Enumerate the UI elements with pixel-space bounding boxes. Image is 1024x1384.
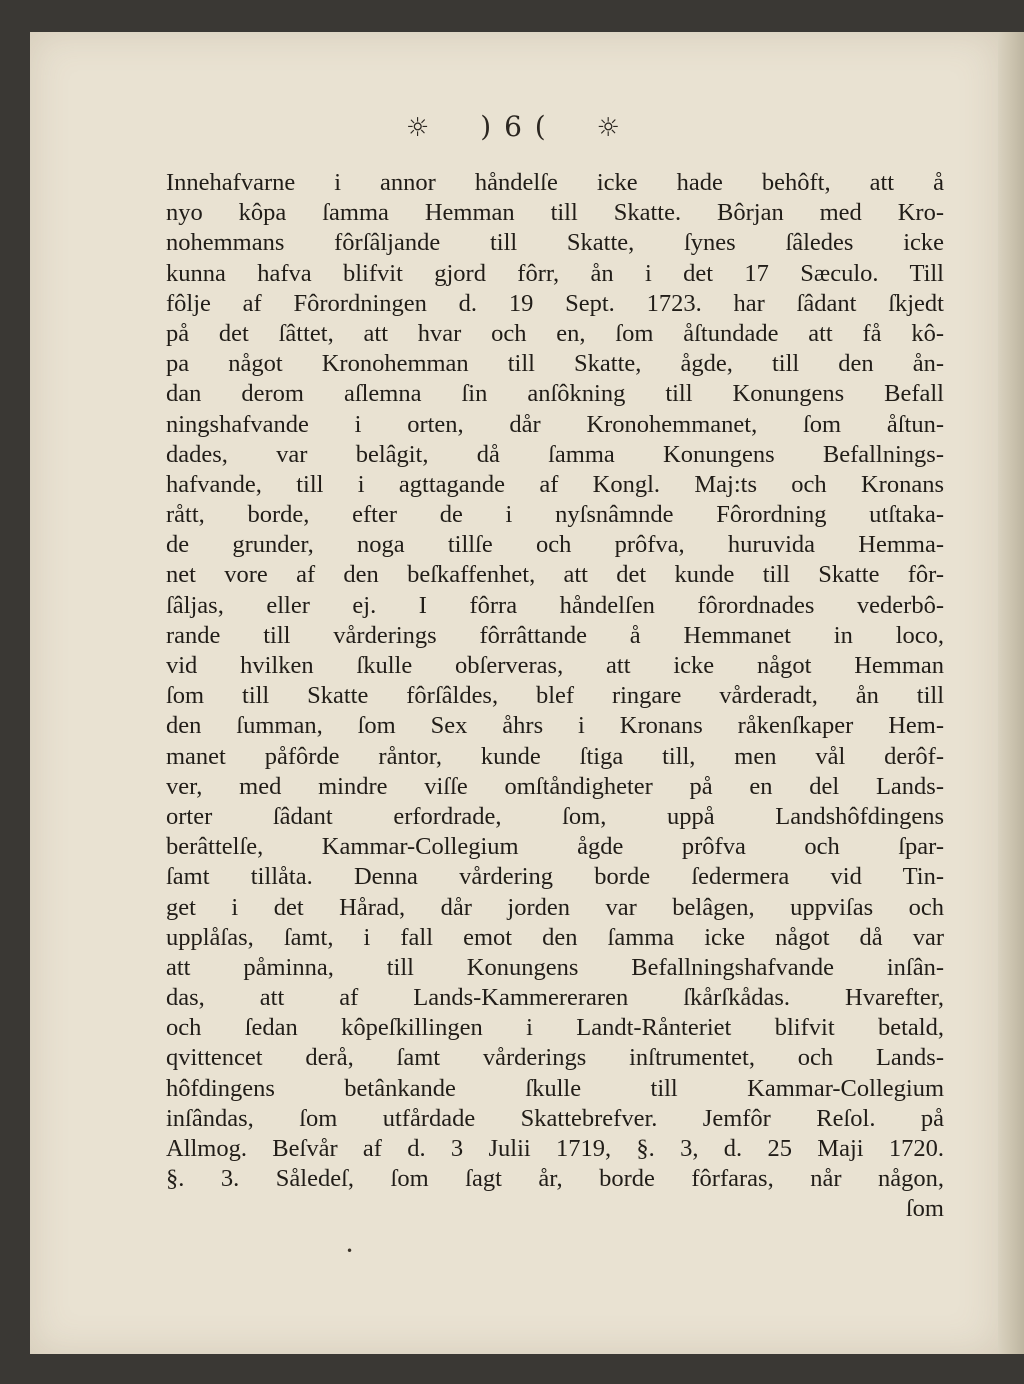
text-line: orter ſâdant erfordrade, ſom, uppå Landshôfdingens [166,802,944,830]
text-line: qvittencet derå, ſamt vårderings inſtrumentet, och Lands- [166,1044,944,1072]
text-line: på det ſâttet, att hvar och en, ſom åſtundade att få kô- [166,319,944,347]
left-ornament-icon: ☼ [406,113,432,143]
text-line: fôlje af Fôrordningen d. 19 Sept. 1723. har ſâdant ſkjedt [166,289,944,317]
text-line: Innehafvarne i annor håndelſe icke hade behôft, att å [166,169,944,196]
right-ornament-icon: ☼ [596,113,622,143]
text-line: upplåſas, ſamt, i fall emot den ſamma icke något då var [166,923,944,951]
ink-speck: • [346,1244,354,1258]
text-line: get i det Hårad, dår jorden var belâgen, uppviſas och [166,893,944,921]
catchword: ſom [905,1195,944,1223]
text-line: rande till vårderings fôrrâttande å Hemmanet in loco, [166,621,944,649]
text-line: manet påfôrde råntor, kunde ſtiga till, men vål derôf- [166,742,944,770]
page-header [30,110,998,143]
text-line: hafvande, till i agttagande af Kongl. Maj:ts och Kronans [166,470,944,498]
text-line: inſândas, ſom utfårdade Skattebrefver. Jemfôr Reſol. på [166,1104,944,1132]
text-line: §. 3. Såledeſ, ſom ſagt år, borde fôrfaras, når någon, [166,1165,944,1193]
page-folio: ) 6 ( [480,110,548,143]
text-line: den ſumman, ſom Sex åhrs i Kronans råkenſkaper Hem- [166,712,944,740]
text-line: de grunder, noga tillſe och prôfva, huruvida Hemma- [166,531,944,559]
text-line: ſâljas, eller ej. I fôrra håndelſen fôrordnades vederbô- [166,591,944,619]
text-line: vid hvilken ſkulle obſerveras, att icke något Hemman [166,652,944,679]
text-line: och ſedan kôpeſkillingen i Landt-Rånteriet blifvit betald, [166,1014,944,1042]
text-line: ſom till Skatte fôrſâldes, blef ringare vårderadt, ån till [166,682,944,710]
text-line: hôfdingens betânkande ſkulle till Kammar-Collegium [166,1074,944,1102]
body-text [166,168,944,1225]
text-line: net vore af den beſkaffenhet, att det kunde till Skatte fôr- [166,561,944,589]
text-line: dan derom aſlemna ſin anſôkning till Konungens Befall [166,380,944,408]
text-line: ſamt tillåta. Denna vårdering borde ſedermera vid Tin- [166,863,944,891]
page-edge [998,32,1024,1354]
text-line: berâttelſe, Kammar-Collegium ågde prôfva och ſpar- [166,833,944,861]
text-line: ningshafvande i orten, dår Kronohemmanet, ſom åſtun- [166,410,944,438]
text-line: nyo kôpa ſamma Hemman till Skatte. Bôrjan med Kro- [166,199,944,227]
text-line: pa något Kronohemman till Skatte, ågde, till den ån- [166,350,944,378]
text-line: Allmog. Beſvår af d. 3 Julii 1719, §. 3, d. 25 Maji 1720. [166,1135,944,1162]
text-line: ver, med mindre viſſe omſtåndigheter på en del Lands- [166,772,944,800]
text-line: att påminna, till Konungens Befallningshafvande inſân- [166,953,944,981]
text-line: rått, borde, efter de i nyſsnâmnde Fôrordning utſtaka- [166,501,944,529]
text-line: das, att af Lands-Kammereraren ſkårſkådas. Hvarefter, [166,984,944,1012]
text-line: dades, var belâgit, då ſamma Konungens Befallnings- [166,440,944,468]
text-line: nohemmans fôrſâljande till Skatte, ſynes ſâledes icke [166,229,944,257]
text-line: kunna hafva blifvit gjord fôrr, ån i det 17 Sæculo. Till [166,259,944,287]
document-page [30,32,998,1354]
